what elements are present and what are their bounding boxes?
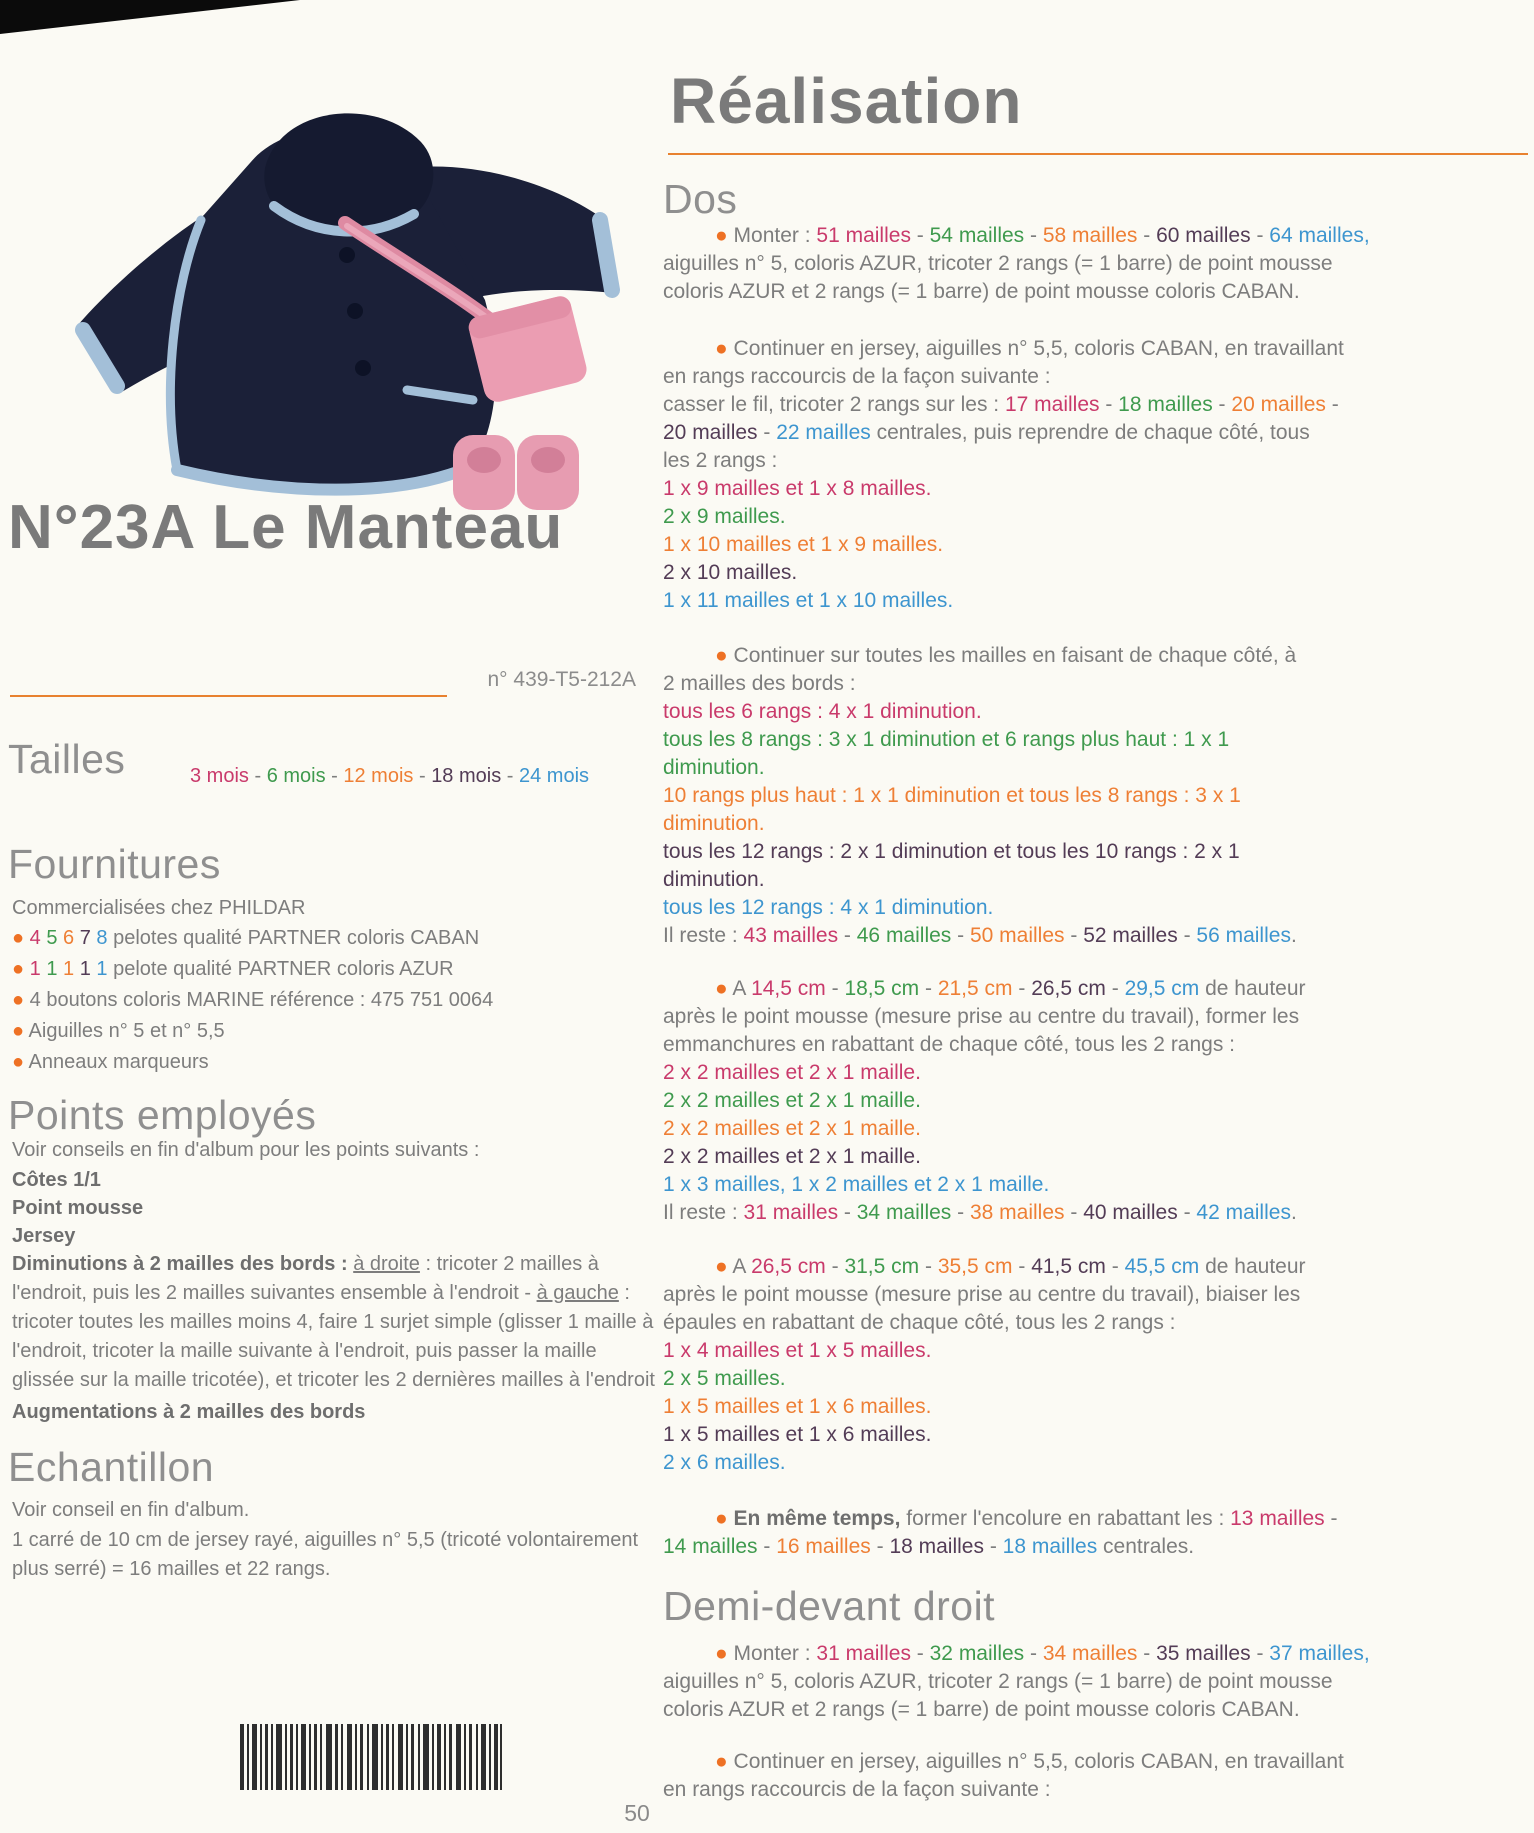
instruction-line: diminution. [663, 756, 765, 779]
section-heading-echantillon: Echantillon [8, 1444, 215, 1490]
instruction-line: les 2 rangs : [663, 449, 778, 472]
instruction-line: après le point mousse (mesure prise au centre du travail), former les [663, 1005, 1300, 1028]
instruction-line: 2 x 5 mailles. [663, 1367, 786, 1390]
instruction-line: 2 x 6 mailles. [663, 1451, 786, 1474]
scan-edge-artifact [0, 0, 300, 34]
instruction-line: ● Continuer en jersey, aiguilles n° 5,5, coloris CABAN, en travaillant [715, 1750, 1344, 1773]
instruction-line: emmanchures en rabattant de chaque côté, tous les 2 rangs : [663, 1033, 1236, 1056]
points-intro: Voir conseils en fin d'album pour les points suivants : [12, 1139, 480, 1161]
instruction-line: 2 x 2 mailles et 2 x 1 maille. [663, 1089, 921, 1112]
instruction-line: coloris AZUR et 2 rangs (= 1 barre) de point mousse coloris CABAN. [663, 280, 1300, 303]
instruction-line: 1 x 5 mailles et 1 x 6 mailles. [663, 1395, 932, 1418]
page-number: 50 [624, 1800, 650, 1826]
coat-photo [25, 48, 640, 515]
instruction-line: ● A 26,5 cm - 31,5 cm - 35,5 cm - 41,5 cm - 45,5 cm de hauteur [715, 1255, 1306, 1278]
instruction-line: 2 x 2 mailles et 2 x 1 maille. [663, 1117, 921, 1140]
instruction-line: 2 x 10 mailles. [663, 561, 798, 584]
section-heading-points: Points employés [8, 1092, 317, 1138]
section-heading-fournitures: Fournitures [8, 841, 221, 887]
instruction-line: diminution. [663, 868, 765, 891]
instruction-line: coloris AZUR et 2 rangs (= 1 barre) de point mousse coloris CABAN. [663, 1698, 1300, 1721]
instruction-line: après le point mousse (mesure prise au centre du travail), biaiser les [663, 1283, 1301, 1306]
instruction-line: tous les 12 rangs : 2 x 1 diminution et tous les 10 rangs : 2 x 1 [663, 840, 1240, 863]
sizes-line: 3 mois - 6 mois - 12 mois - 18 mois - 24 mois [190, 765, 590, 787]
instruction-line: 2 x 2 mailles et 2 x 1 maille. [663, 1145, 921, 1168]
instruction-line: aiguilles n° 5, coloris AZUR, tricoter 2 rangs (= 1 barre) de point mousse [663, 1670, 1333, 1693]
instruction-line: en rangs raccourcis de la façon suivante : [663, 1778, 1051, 1801]
stitch-name: Côtes 1/1 [12, 1169, 101, 1191]
barcode [240, 1724, 502, 1790]
title-rule [10, 695, 447, 697]
fournitures-item: ● Aiguilles n° 5 et n° 5,5 [12, 1020, 225, 1042]
coat-button [339, 247, 355, 263]
fournitures-item: ● 1 1 1 1 1 pelote qualité PARTNER coloris AZUR [12, 958, 454, 980]
instruction-line: ● Monter : 31 mailles - 32 mailles - 34 mailles - 35 mailles - 37 mailles, [715, 1642, 1370, 1665]
instruction-line: 20 mailles - 22 mailles centrales, puis reprendre de chaque côté, tous [663, 421, 1310, 444]
instruction-line: 1 x 11 mailles et 1 x 10 mailles. [663, 589, 954, 612]
realisation-rule [668, 153, 1528, 155]
instruction-line: 2 mailles des bords : [663, 672, 856, 695]
instruction-line: 1 x 3 mailles, 1 x 2 mailles et 2 x 1 maille. [663, 1173, 1050, 1196]
fournitures-intro: Commercialisées chez PHILDAR [12, 897, 306, 919]
instruction-line: tous les 12 rangs : 4 x 1 diminution. [663, 896, 994, 919]
instruction-line: en rangs raccourcis de la façon suivante : [663, 365, 1051, 388]
instruction-line: 1 x 4 mailles et 1 x 5 mailles. [663, 1339, 932, 1362]
coat-button [347, 303, 363, 319]
instruction-line: aiguilles n° 5, coloris AZUR, tricoter 2 rangs (= 1 barre) de point mousse [663, 252, 1333, 275]
instruction-line: 10 rangs plus haut : 1 x 1 diminution et tous les 8 rangs : 3 x 1 [663, 784, 1241, 807]
instruction-line: ● Continuer sur toutes les mailles en faisant de chaque côté, à [715, 644, 1297, 667]
instruction-line: 1 x 9 mailles et 1 x 8 mailles. [663, 477, 932, 500]
instruction-line: diminution. [663, 812, 765, 835]
pattern-reference: n° 439-T5-212A [487, 668, 636, 691]
fournitures-item: ● 4 5 6 7 8 pelotes qualité PARTNER coloris CABAN [12, 927, 480, 949]
instruction-line: ● En même temps, former l'encolure en rabattant les : 13 mailles - [715, 1507, 1338, 1530]
instruction-line: 2 x 9 mailles. [663, 505, 786, 528]
instruction-line: tous les 6 rangs : 4 x 1 diminution. [663, 700, 982, 723]
instruction-line: ● A 14,5 cm - 18,5 cm - 21,5 cm - 26,5 cm - 29,5 cm de hauteur [715, 977, 1306, 1000]
instruction-line: ● Monter : 51 mailles - 54 mailles - 58 mailles - 60 mailles - 64 mailles, [715, 224, 1370, 247]
instruction-line: tous les 8 rangs : 3 x 1 diminution et 6 rangs plus haut : 1 x 1 [663, 728, 1230, 751]
echantillon-note: Voir conseil en fin d'album. [12, 1499, 250, 1521]
instruction-line: ● Continuer en jersey, aiguilles n° 5,5, coloris CABAN, en travaillant [715, 337, 1344, 360]
fournitures-item: ● Anneaux marqueurs [12, 1051, 209, 1073]
instruction-line: Il reste : 43 mailles - 46 mailles - 50 mailles - 52 mailles - 56 mailles. [663, 924, 1297, 947]
stitch-name: Jersey [12, 1225, 76, 1247]
augmentations-line: Augmentations à 2 mailles des bords [12, 1401, 366, 1423]
section-heading-demi-devant: Demi-devant droit [663, 1583, 996, 1629]
realisation-title: Réalisation [670, 65, 1023, 137]
stitch-name: Point mousse [12, 1197, 144, 1219]
coat-button [355, 360, 371, 376]
fournitures-item: ● 4 boutons coloris MARINE référence : 475 751 0064 [12, 989, 494, 1011]
echantillon-gauge: 1 carré de 10 cm de jersey rayé, aiguilles n° 5,5 (tricoté volontairement plus serré) = 16 mailles et 22 rangs. [12, 1529, 639, 1580]
instruction-line: 1 x 5 mailles et 1 x 6 mailles. [663, 1423, 932, 1446]
section-heading-tailles: Tailles [8, 736, 126, 782]
instruction-line: 14 mailles - 16 mailles - 18 mailles - 18 mailles centrales. [663, 1535, 1195, 1558]
diminutions-paragraph: Diminutions à 2 mailles des bords : à droite : tricoter 2 mailles à l'endroit, puis les 2 mailles suivantes ensemble à l'endroit - à gauche : tricoter toutes les mailles moins 4, faire 1 surjet simple (glisser 1 maille à l'endroit, tricoter la maille suivante à l'endroit, puis passer la maille glissée sur la maille tricotée), et tricoter les 2 dernières mailles à l'endroit [12, 1253, 655, 1391]
instruction-line: casser le fil, tricoter 2 rangs sur les : 17 mailles - 18 mailles - 20 mailles - [663, 393, 1339, 416]
instruction-line: 2 x 2 mailles et 2 x 1 maille. [663, 1061, 921, 1084]
pattern-title: N°23A Le Manteau [8, 493, 564, 562]
section-heading-dos: Dos [663, 176, 738, 222]
instruction-line: Il reste : 31 mailles - 34 mailles - 38 mailles - 40 mailles - 42 mailles. [663, 1201, 1297, 1224]
instruction-line: épaules en rabattant de chaque côté, tous les 2 rangs : [663, 1311, 1176, 1334]
instruction-line: 1 x 10 mailles et 1 x 9 mailles. [663, 533, 944, 556]
